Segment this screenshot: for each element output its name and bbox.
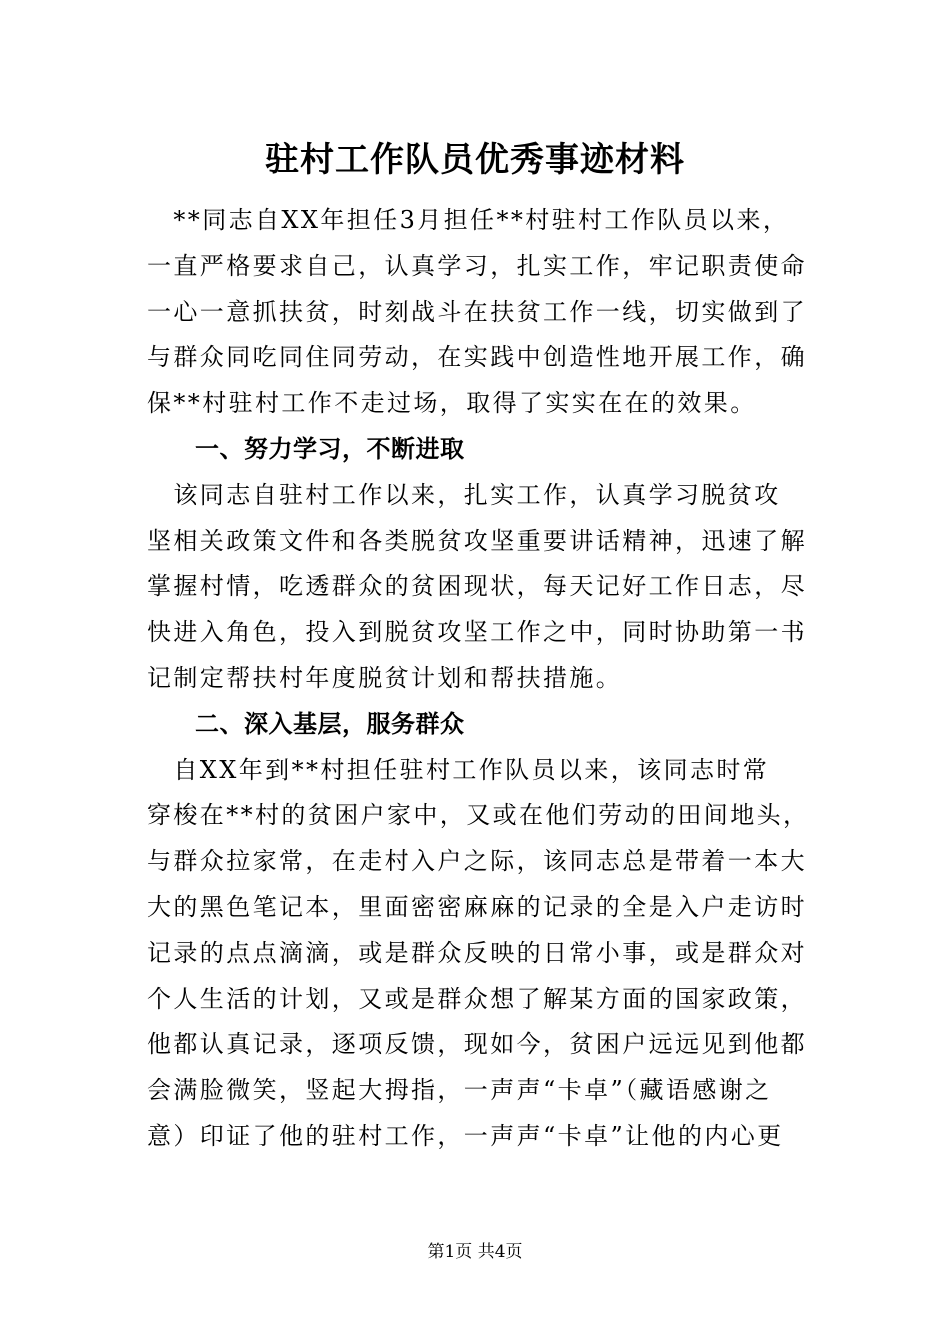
text-line: 一心一意抓扶贫，时刻战斗在扶贫工作一线，切实做到了 [147, 297, 807, 326]
paragraph-study [147, 473, 807, 702]
document-title: 驻村工作队员优秀事迹材料 [265, 140, 685, 180]
text-line: 掌握村情，吃透群众的贫困现状，每天记好工作日志，尽 [147, 572, 807, 601]
text-line: 坚相关政策文件和各类脱贫攻坚重要讲话精神，迅速了解 [147, 526, 807, 555]
text-line: 与群众拉家常，在走村入户之际，该同志总是带着一本大 [147, 847, 807, 876]
text-line: 大的黑色笔记本，里面密密麻麻的记录的全是入户走访时 [147, 892, 807, 921]
text-line: 个人生活的计划，又或是群众想了解某方面的国家政策， [147, 984, 807, 1013]
text-line: 穿梭在**村的贫困户家中，又或在他们劳动的田间地头， [147, 801, 810, 830]
paragraph-service [147, 748, 810, 1160]
text-line: 一直严格要求自己，认真学习，扎实工作，牢记职责使命 [147, 251, 807, 280]
text-line: 自XX年到**村担任驻村工作队员以来，该同志时常 [147, 755, 770, 784]
text-line: 记录的点点滴滴，或是群众反映的日常小事，或是群众对 [147, 938, 807, 967]
text-line: **同志自XX年担任3月担任**村驻村工作队员以来， [147, 206, 790, 234]
text-line: 意）印证了他的驻村工作，一声声“卡卓”让他的内心更 [147, 1121, 784, 1150]
paragraph-intro [147, 198, 807, 427]
text-line: 记制定帮扶村年度脱贫计划和帮扶措施。 [147, 663, 623, 692]
section-heading-2: 二、深入基层，服务群众 [195, 709, 465, 738]
page-number: 第1页 共4页 [427, 1242, 523, 1262]
text-line: 保**村驻村工作不走过场，取得了实实在在的效果。 [147, 389, 757, 418]
text-line: 该同志自驻村工作以来，扎实工作，认真学习脱贫攻 [147, 480, 781, 509]
section-heading-1: 一、努力学习，不断进取 [195, 434, 465, 463]
text-line: 他都认真记录，逐项反馈，现如今，贫困户远远见到他都 [147, 1030, 807, 1059]
document-body [147, 198, 810, 1160]
text-line: 与群众同吃同住同劳动，在实践中创造性地开展工作，确 [147, 343, 807, 372]
text-line: 会满脸微笑，竖起大拇指，一声声“卡卓”（藏语感谢之 [147, 1076, 772, 1105]
text-line: 快进入角色，投入到脱贫攻坚工作之中，同时协助第一书 [147, 618, 807, 647]
